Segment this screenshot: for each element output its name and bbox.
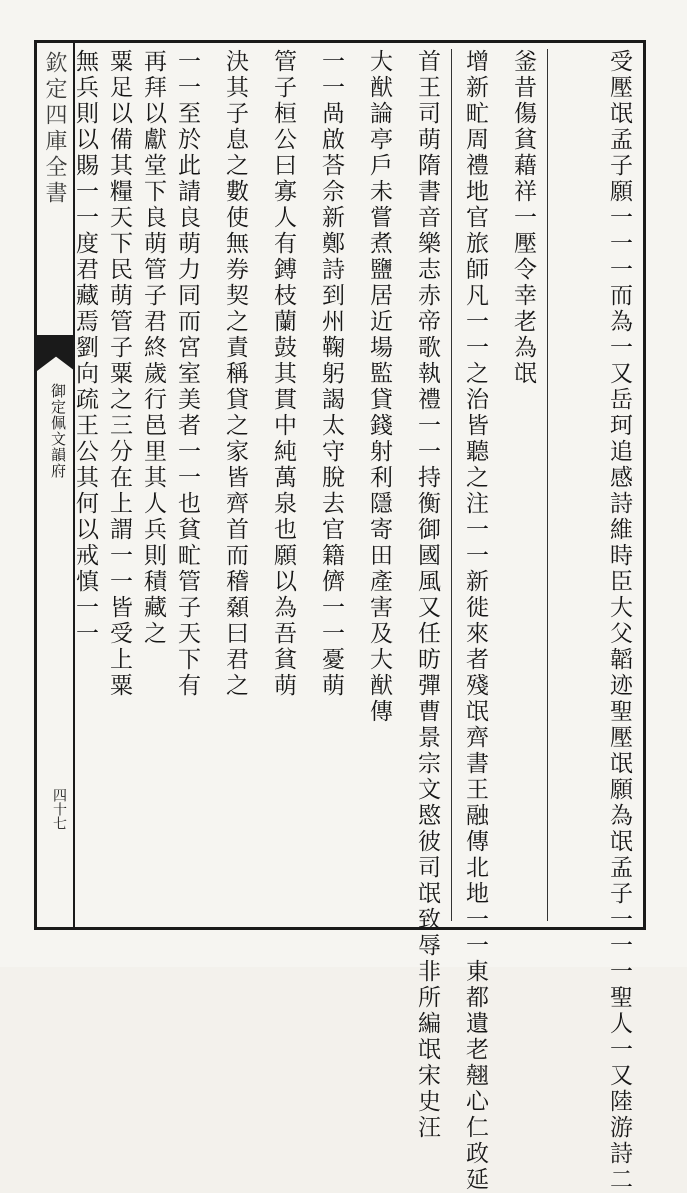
text-column: 增新甿周禮地官旅師凡一一之治皆聽之注一一新徙來者殘氓齊書王融傳北地一一東都遺老翹心仁政延 bbox=[462, 49, 488, 1193]
text-column: 無兵則以賜一一度君藏焉劉向疏王公其何以戒慎一一 bbox=[72, 49, 98, 647]
text-column: 決其子息之數使無券契之責稱貸之家皆齊首而稽顙曰君之 bbox=[222, 49, 248, 699]
text-column: 釜昔傷貧藉祥一壓令幸老為氓 bbox=[510, 49, 536, 387]
margin-title: 欽定四庫全書 bbox=[42, 51, 67, 207]
page-frame bbox=[34, 40, 646, 1193]
text-column: 受壓氓孟子願一一一而為一又岳珂追感詩維時臣大父韜迹聖壓氓願為氓孟子一一一聖人一又陸游詩二 bbox=[606, 49, 632, 1193]
margin-subtitle: 御定佩文韻府 bbox=[49, 383, 67, 479]
text-area bbox=[72, 49, 643, 1193]
text-column: 首王司萌隋書音樂志赤帝歌執禮一一持衡御國風又任昉彈曹景宗文愍彼司氓致辱非所編氓宋史汪 bbox=[414, 49, 440, 1141]
text-column: 大猷論亭戶未嘗煮鹽居近場監貸錢射利隱寄田產害及大猷傳 bbox=[366, 49, 392, 725]
text-column: 再拜以獻堂下良萌管子君終歲行邑里其人兵則積藏之 bbox=[140, 49, 166, 647]
text-column: 管子桓公曰寡人有鎛枝蘭鼓其貫中純萬泉也願以為吾貧萌 bbox=[270, 49, 296, 699]
text-column: 粟足以備其糧天下民萌管子粟之三分在上謂一一皆受上粟 bbox=[106, 49, 132, 699]
page-number: 四十七 bbox=[51, 788, 67, 830]
text-column: 一一咼啟荅佘新鄭詩到州鞠躬謁太守脫去官籍儕一一憂萌 bbox=[318, 49, 344, 699]
text-column: 一一至於此請良萌力同而宮室美者一一也貧甿管子天下有 bbox=[174, 49, 200, 699]
